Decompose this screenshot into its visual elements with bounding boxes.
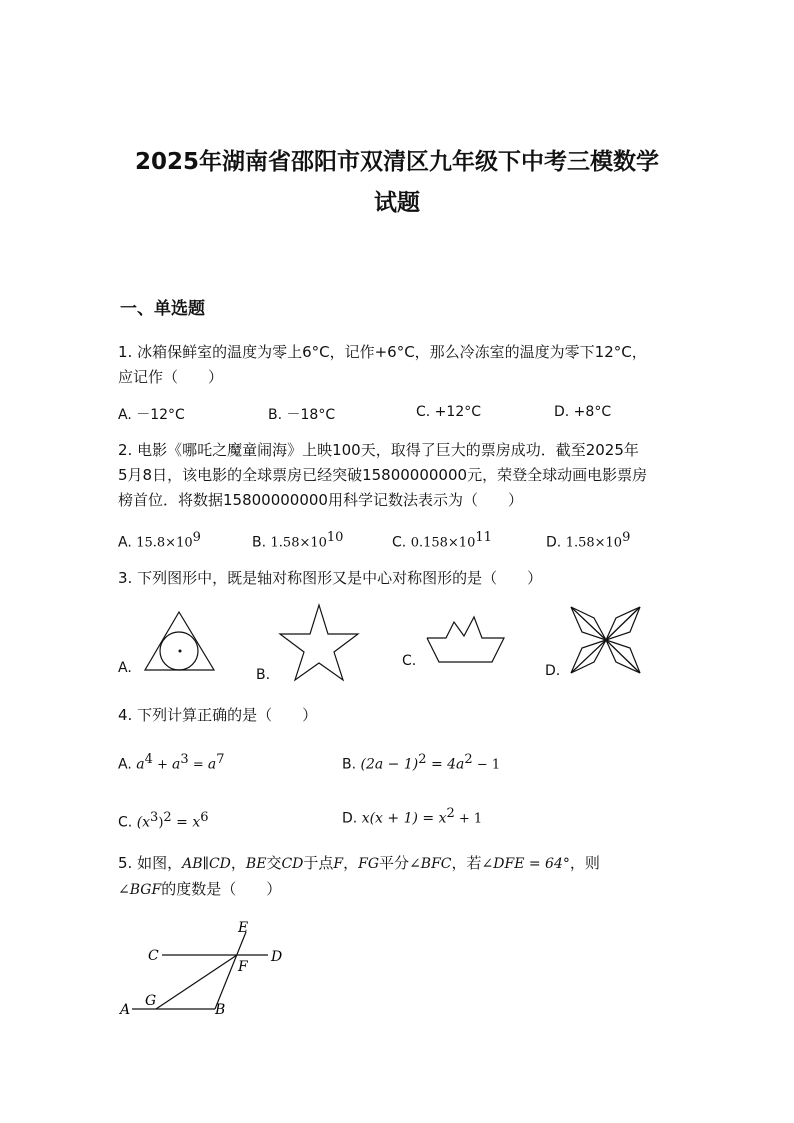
- q4-option-a: A. $a^4 + a^3 = a^7$: [118, 752, 225, 773]
- question-2-line1: 2. 电影《哪吒之魔童闹海》上映100天，取得了巨大的票房成功．截至2025年: [118, 441, 639, 459]
- question-5: 5. 如图，AB∥CD，BE交CD于点F，FG平分∠BFC，若∠DFE = 64°，则 ∠BGF的度数是（ ）: [118, 854, 600, 898]
- q1-option-d: D. +8°C: [554, 404, 612, 420]
- q1-option-b: B. －18°C: [268, 407, 336, 423]
- exam-title-line2: 试题: [374, 190, 420, 216]
- q4-option-d: D. $x(x + 1) = x^2 + 1$: [342, 806, 483, 827]
- line-fg: [156, 955, 237, 1009]
- q3-option-c-label: C.: [402, 653, 417, 669]
- label-c: C: [148, 948, 159, 964]
- exam-title-line1: 2025年湖南省邵阳市双清区九年级下中考三模数学: [134, 149, 659, 175]
- q3-option-d-label: D.: [545, 663, 561, 679]
- label-f: F: [238, 959, 248, 975]
- label-b: B: [215, 1002, 226, 1018]
- question-2-line3: 榜首位．将数据15800000000用科学记数法表示为（ ）: [118, 491, 523, 509]
- q2-option-d: D. $1.58\times 10^9$: [546, 530, 631, 551]
- q3-figure-pinwheel: [570, 606, 642, 676]
- label-g: G: [145, 993, 157, 1009]
- question-4: 4. 下列计算正确的是（ ）: [118, 706, 318, 724]
- q3-figure-triangle-with-circle: [144, 611, 216, 673]
- q1-option-a: A. －12°C: [118, 407, 185, 423]
- q4-option-b: B. $(2a - 1)^2 = 4a^2 - 1$: [342, 752, 501, 773]
- q4-option-c: C. $(x^3)^2 = x^6$: [118, 810, 209, 831]
- question-1-line1: 1. 冰箱保鲜室的温度为零上6°C，记作+6°C，那么冷冻室的温度为零下12°C，: [118, 343, 647, 361]
- q3-figure-paper-boat: [426, 616, 506, 664]
- label-d: D: [271, 949, 283, 965]
- section-heading: 一、单选题: [120, 299, 205, 319]
- question-1-line2: 应记作（ ）: [118, 368, 224, 386]
- q3-option-a-label: A.: [118, 660, 132, 676]
- q3-option-b-label: B.: [256, 667, 271, 683]
- q1-option-c: C. +12°C: [416, 404, 481, 420]
- question-2-line2: 5月8日，该电影的全球票房已经突破15800000000元，荣登全球动画电影票房: [118, 466, 648, 484]
- q2-option-c: C. $0.158\times 10^{11}$: [392, 530, 492, 551]
- label-e: E: [238, 920, 249, 936]
- question-1: [118, 340, 688, 390]
- q2-option-a: A. $15.8\times 10^9$: [118, 530, 201, 551]
- q2-option-b: B. $1.58\times 10^{10}$: [252, 530, 344, 551]
- q3-figure-star: [280, 604, 360, 680]
- question-3: 3. 下列图形中，既是轴对称图形又是中心对称图形的是（ ）: [118, 569, 543, 587]
- question-2: [118, 438, 688, 513]
- label-a: A: [120, 1002, 131, 1018]
- q5-geometry-figure: [118, 918, 298, 1024]
